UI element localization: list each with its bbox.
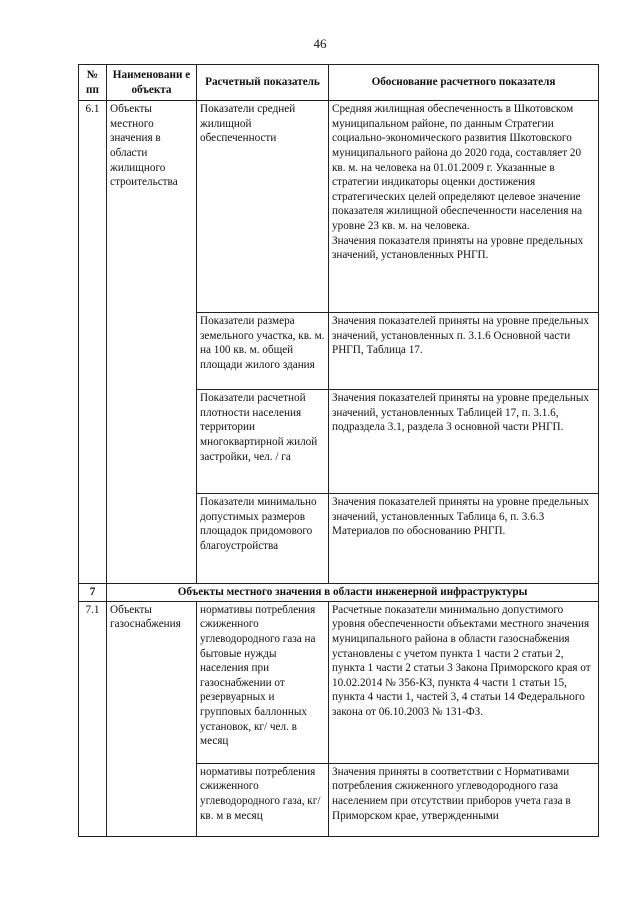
header-indicator: Расчетный показатель <box>197 65 329 101</box>
basis-cell: Значения приняты в соответствии с Нормативами потребления сжиженного углеводородного газа населением при отсутствии приборов учета газа в Приморском крае, утвержденными <box>329 763 599 836</box>
object-name-housing: Объекты местного значения в области жилищного строительства <box>107 101 197 584</box>
row-num-6-1: 6.1 <box>79 101 107 584</box>
header-object-name: Наименовани е объекта <box>107 65 197 101</box>
indicator-cell: Показатели расчетной плотности населения территории многоквартирной жилой застройки, чел. / га <box>197 390 329 494</box>
table-row <box>79 101 599 313</box>
norms-table <box>78 64 599 837</box>
section-row <box>79 584 599 602</box>
section-title-7: Объекты местного значения в области инженерной инфраструктуры <box>107 584 599 602</box>
basis-cell <box>329 101 599 313</box>
basis-cell: Значения показателей приняты на уровне предельных значений, установленных п. 3.1.6 Основной части РНГП, Таблица 17. <box>329 313 599 390</box>
basis-cell: Расчетные показатели минимально допустимого уровня обеспеченности объектами местного значения муниципального района в области газоснабжения установлены с учетом пункта 1 части 2 статьи 2, пункта 1 части 2 статьи 3 Закона Приморского края от 10.02.2014 № 356-КЗ, пункта 4 части 1 статьи 15, пункта 4 части 1, частей 3, 4 статьи 14 Федерального закона от 06.10.2003 № 131-ФЗ. <box>329 601 599 763</box>
header-basis: Обоснование расчетного показателя <box>329 65 599 101</box>
indicator-cell: нормативы потребления сжиженного углеводородного газа, кг/ кв. м в месяц <box>197 763 329 836</box>
indicator-cell: нормативы потребления сжиженного углеводородного газа на бытовые нужды населения при газоснабжении от резервуарных и групповых баллонных установок, кг/ чел. в месяц <box>197 601 329 763</box>
basis-note: Значения показателя приняты на уровне предельных значений, установленных РНГП. <box>332 234 584 262</box>
page-number: 46 <box>313 36 327 51</box>
basis-text: Средняя жилищная обеспеченность в Шкотовском муниципальном районе, по данным Стратегии социально-экономического развития Шкотовского муниципального района до 2020 года, составляет 20 кв. м. на человека на 01.01.2009 г. Указанные в стратегии индикаторы оценки достижения стратегических целей определяют целевое значение показателя жилищной обеспеченности населения на уровне 23 кв. м. на человека. <box>332 103 583 232</box>
section-num-7: 7 <box>79 584 107 602</box>
basis-cell: Значения показателей приняты на уровне предельных значений, установленных Таблицей 17, п. 3.1.6, подраздела 3.1, раздела 3 основной части РНГП. <box>329 390 599 494</box>
row-num-7-1: 7.1 <box>79 601 107 836</box>
indicator-cell: Показатели средней жилищной обеспеченности <box>197 101 329 313</box>
object-name-gas: Объекты газоснабжения <box>107 601 197 836</box>
table-row <box>79 601 599 763</box>
table-header-row <box>79 65 599 101</box>
indicator-cell: Показатели минимально допустимых размеров площадок придомового благоустройства <box>197 494 329 584</box>
indicator-cell: Показатели размера земельного участка, кв. м. на 100 кв. м. общей площади жилого здания <box>197 313 329 390</box>
basis-cell: Значения показателей приняты на уровне предельных значений, установленных Таблица 6, п. 3.6.3 Материалов по обоснованию РНГП. <box>329 494 599 584</box>
header-num: № пп <box>79 65 107 101</box>
